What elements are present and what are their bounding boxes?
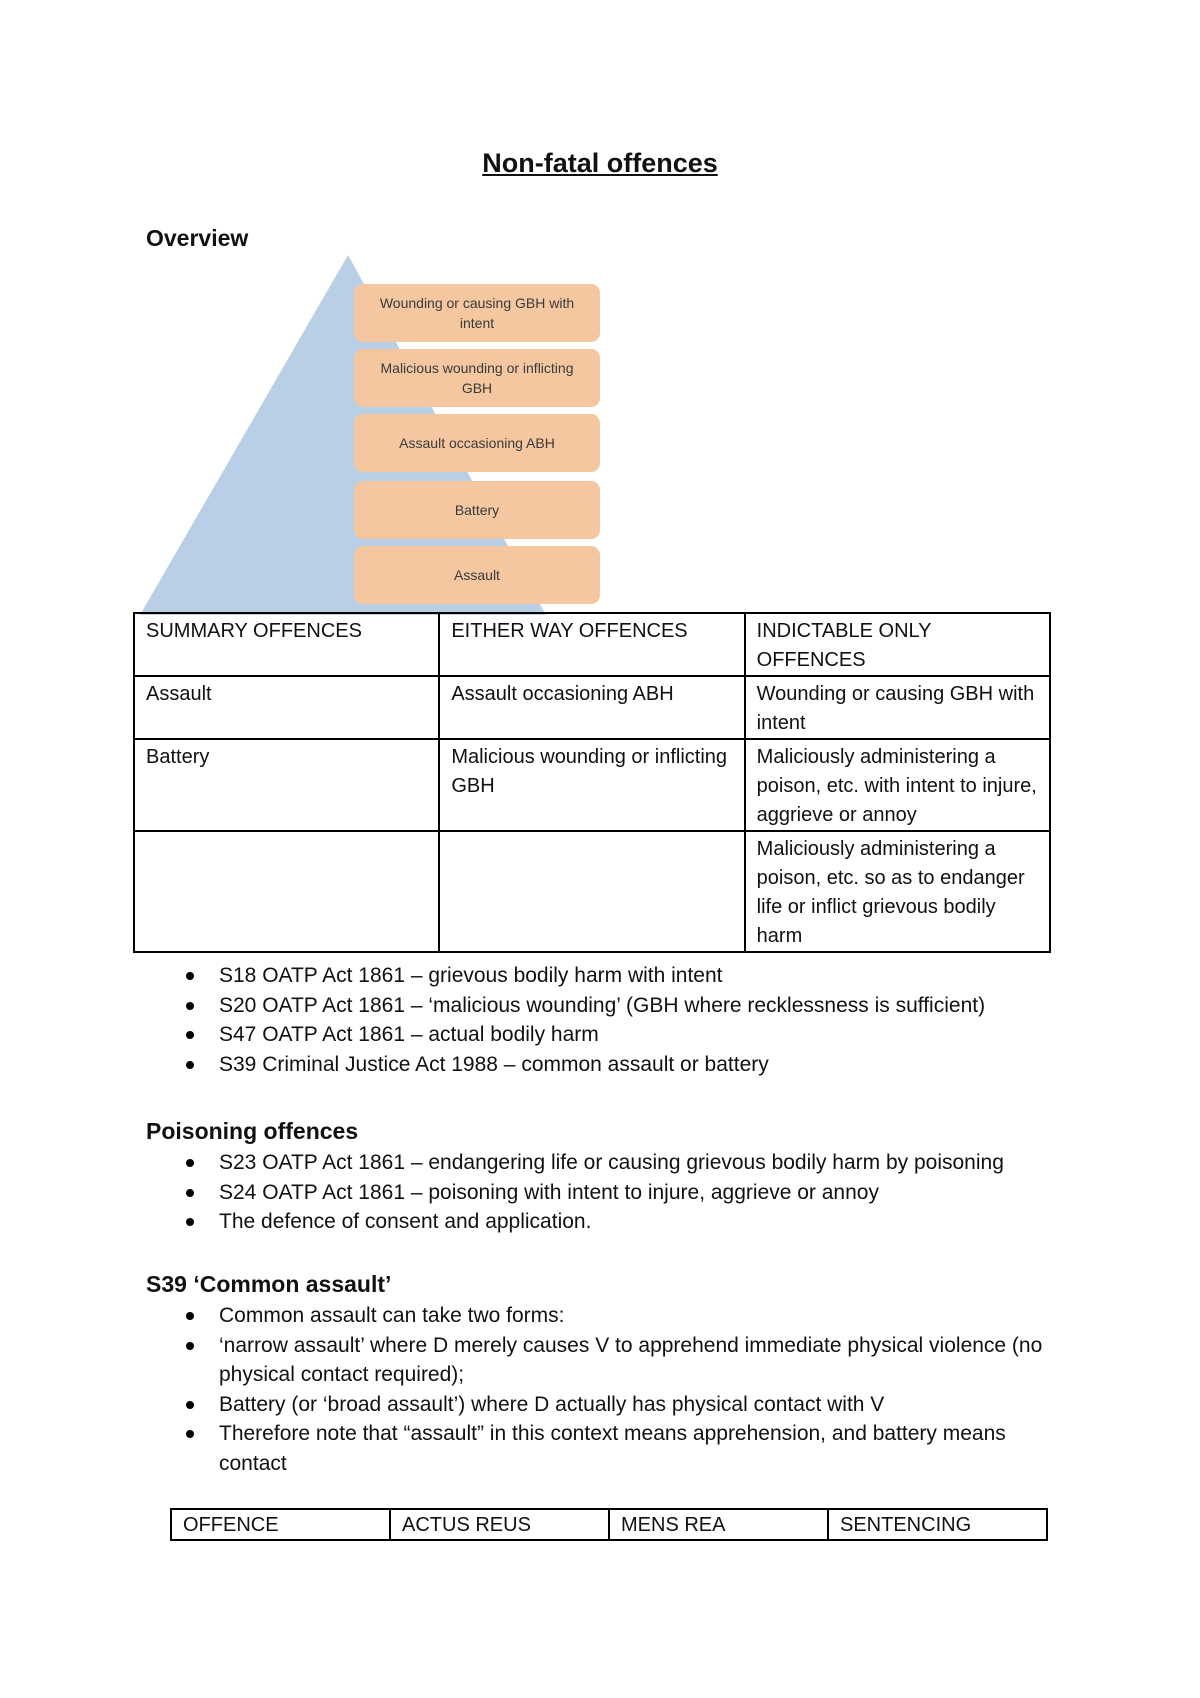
table-row	[134, 676, 1050, 739]
list-item: S24 OATP Act 1861 – poisoning with intent to injure, aggrieve or annoy	[186, 1178, 1066, 1208]
pyramid-level-battery: Battery	[354, 481, 600, 539]
table-header-indictable: INDICTABLE ONLY OFFENCES	[745, 613, 1050, 676]
list-item: ‘narrow assault’ where D merely causes V to apprehend immediate physical violence (no physical contact required);	[186, 1331, 1066, 1390]
pyramid-level-assault: Assault	[354, 546, 600, 604]
table-header-summary: SUMMARY OFFENCES	[134, 613, 439, 676]
pyramid-level-s20: Malicious wounding or inflicting GBH	[354, 349, 600, 407]
assault-elements-table	[170, 1508, 1048, 1541]
table-cell: Assault	[134, 676, 439, 739]
list-item: Common assault can take two forms:	[186, 1301, 1066, 1331]
list-item: S20 OATP Act 1861 – ‘malicious wounding’ (GBH where recklessness is sufficient)	[186, 991, 1066, 1021]
table-cell: Wounding or causing GBH with intent	[745, 676, 1050, 739]
table-header-mens-rea: MENS REA	[609, 1509, 828, 1540]
pyramid-level-s18: Wounding or causing GBH with intent	[354, 284, 600, 342]
list-item: S47 OATP Act 1861 – actual bodily harm	[186, 1020, 1066, 1050]
table-header-sentencing: SENTENCING	[828, 1509, 1047, 1540]
table-cell: Maliciously administering a poison, etc. with intent to injure, aggrieve or annoy	[745, 739, 1050, 831]
table-header-offence: OFFENCE	[171, 1509, 390, 1540]
offence-classification-table	[133, 612, 1051, 953]
list-item: Battery (or ‘broad assault’) where D actually has physical contact with V	[186, 1390, 1066, 1420]
table-header-either-way: EITHER WAY OFFENCES	[439, 613, 744, 676]
list-item: Therefore note that “assault” in this context means apprehension, and battery means contact	[186, 1419, 1066, 1478]
table-cell: Battery	[134, 739, 439, 831]
table-cell: Assault occasioning ABH	[439, 676, 744, 739]
pyramid-level-abh: Assault occasioning ABH	[354, 414, 600, 472]
table-cell	[439, 831, 744, 952]
statute-list	[186, 961, 1066, 1079]
table-row	[134, 739, 1050, 831]
common-assault-heading: S39 ‘Common assault’	[146, 1271, 392, 1297]
table-row	[134, 831, 1050, 952]
poisoning-list	[186, 1148, 1066, 1237]
list-item: S18 OATP Act 1861 – grievous bodily harm with intent	[186, 961, 1066, 991]
common-assault-list	[186, 1301, 1066, 1478]
list-item: S39 Criminal Justice Act 1988 – common assault or battery	[186, 1050, 1066, 1080]
list-item: The defence of consent and application.	[186, 1207, 1066, 1237]
table-cell: Maliciously administering a poison, etc. so as to endanger life or inflict grievous bodily harm	[745, 831, 1050, 952]
table-cell	[134, 831, 439, 952]
overview-heading: Overview	[146, 225, 249, 251]
list-item: S23 OATP Act 1861 – endangering life or causing grievous bodily harm by poisoning	[186, 1148, 1066, 1178]
table-cell: Malicious wounding or inflicting GBH	[439, 739, 744, 831]
table-header-actus-reus: ACTUS REUS	[390, 1509, 609, 1540]
offence-hierarchy-diagram	[140, 253, 610, 615]
poisoning-heading: Poisoning offences	[146, 1118, 359, 1144]
page-title: Non-fatal offences	[482, 148, 718, 178]
